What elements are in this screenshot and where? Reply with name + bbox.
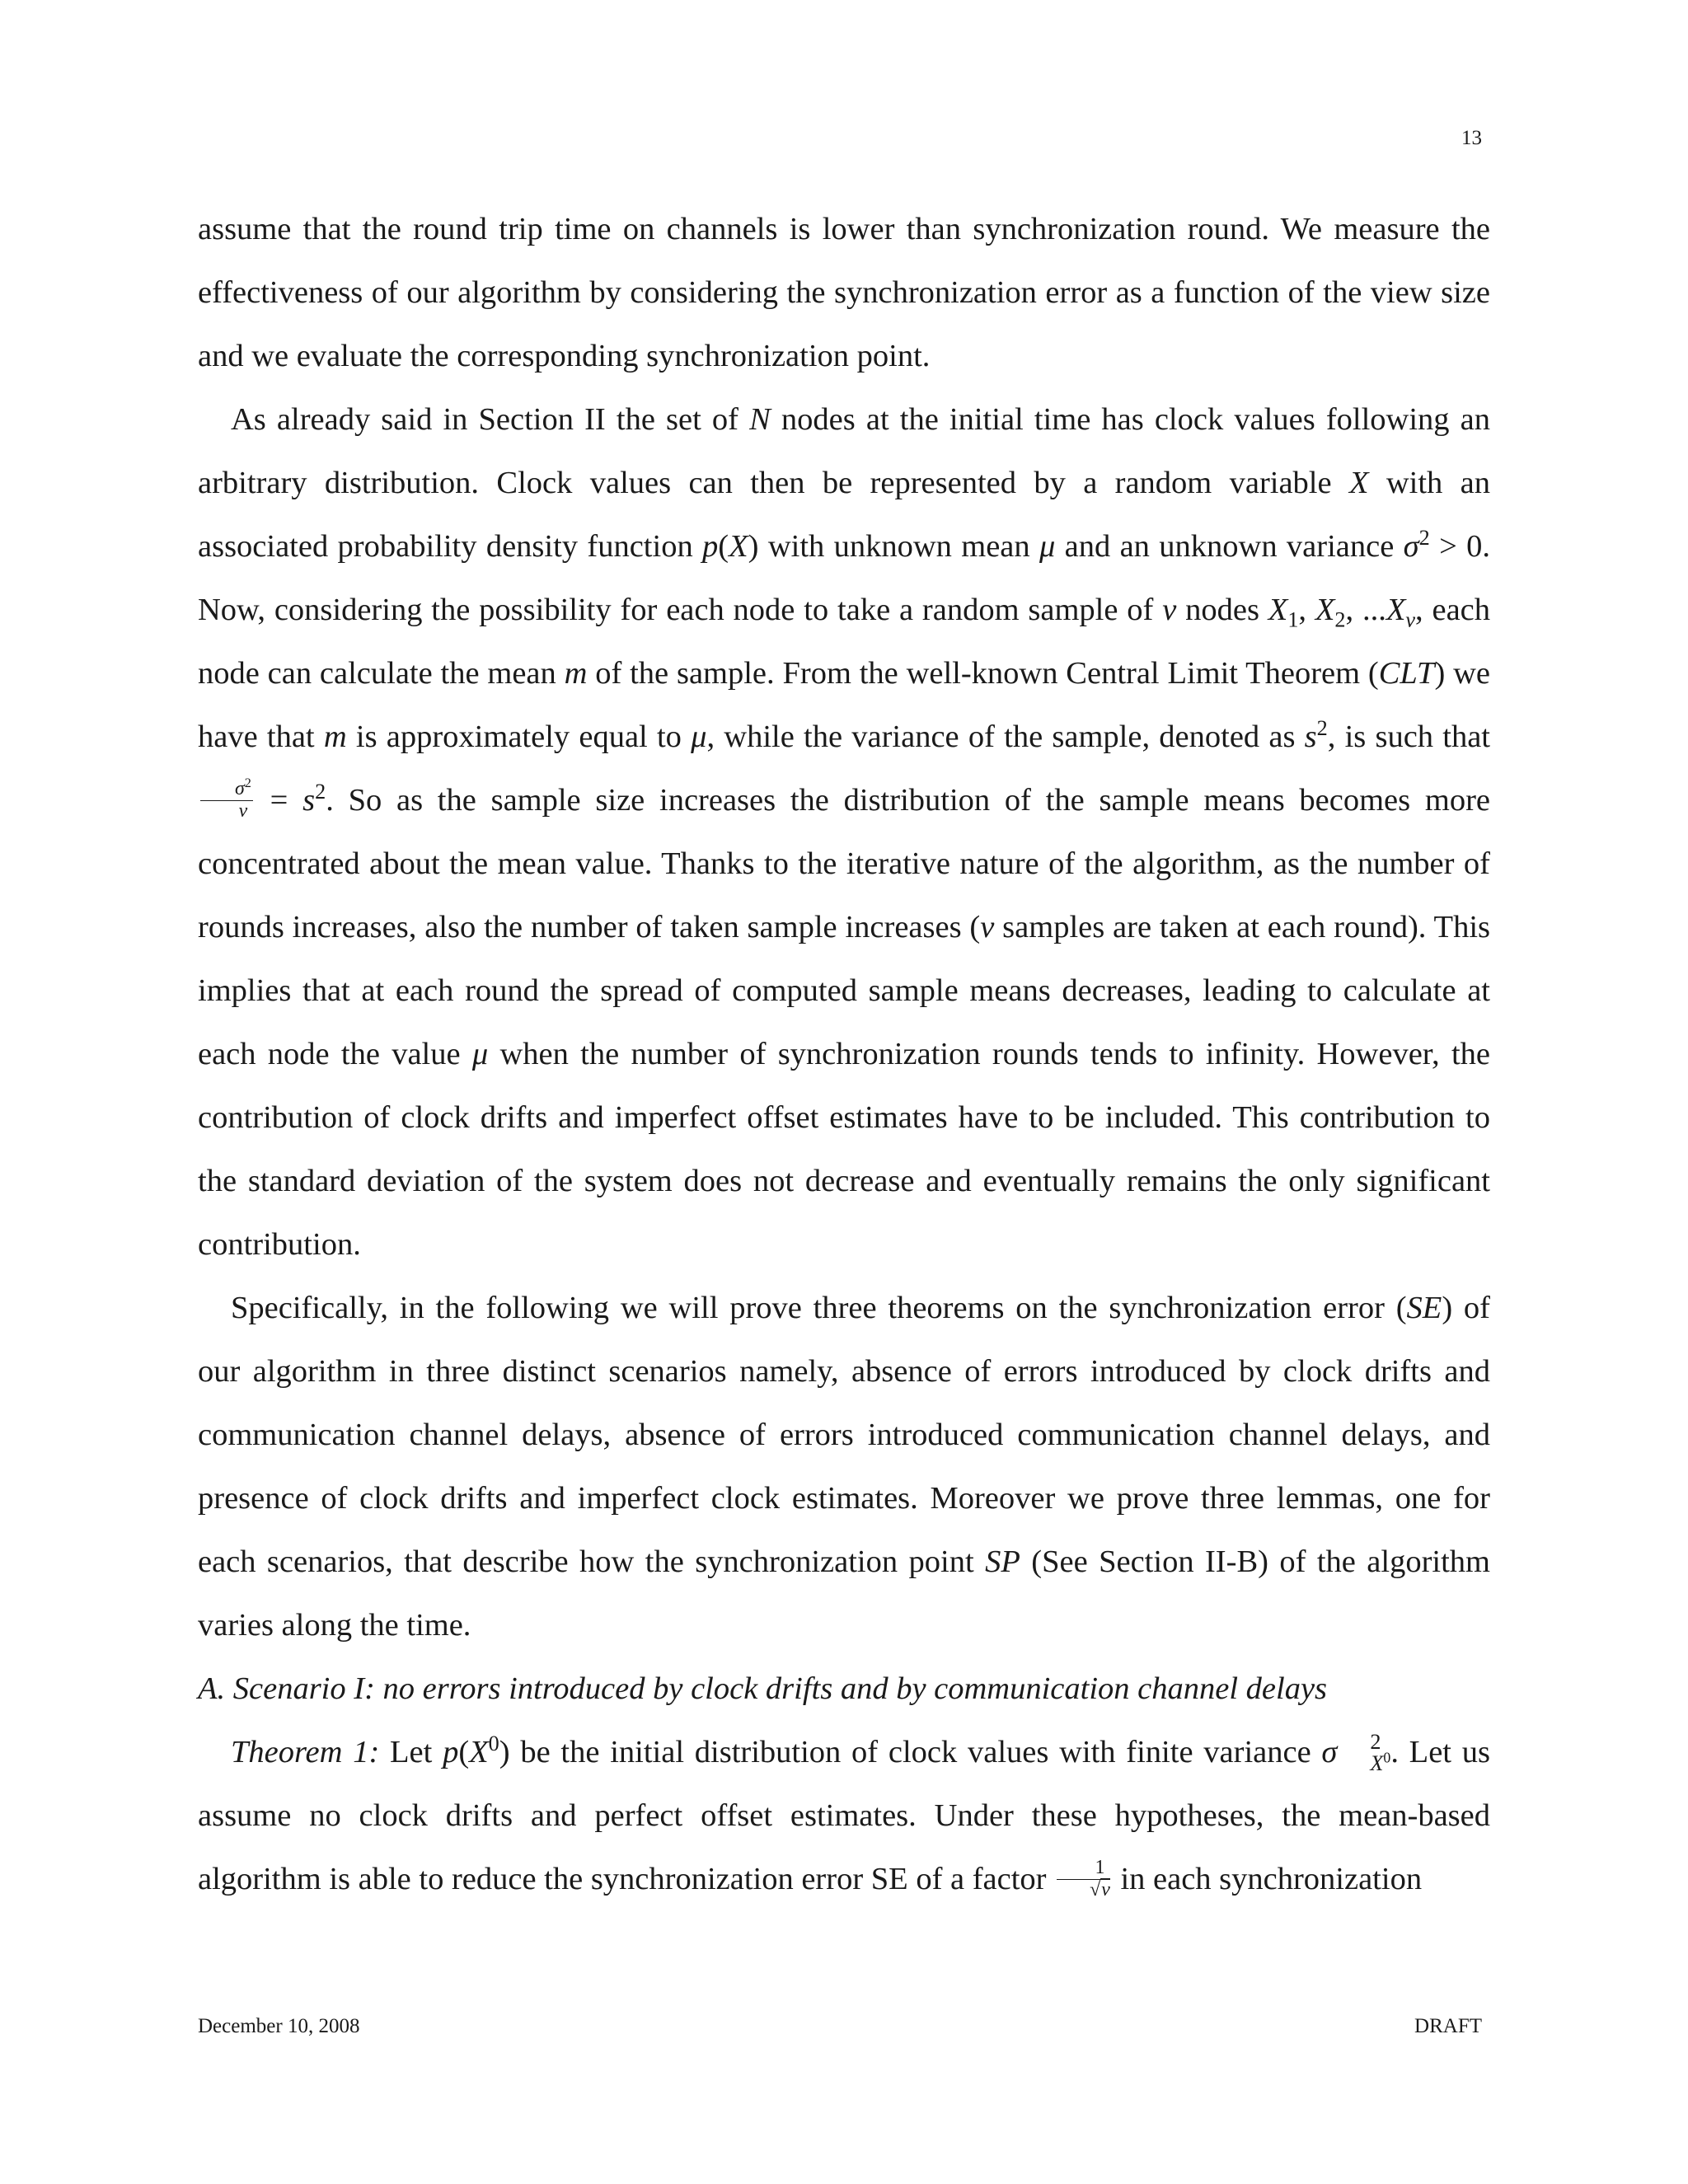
math-sup: 2: [315, 780, 326, 804]
text-run: with unknown mean: [758, 529, 1039, 564]
math-sigma: σ: [1403, 529, 1419, 564]
text-run: is approximately equal to: [346, 719, 692, 754]
text-run: Specifically, in the following we will prove three theorems on the synchronization error (: [231, 1291, 1407, 1325]
math-sigma: σ: [1321, 1735, 1338, 1769]
text-run: with an associated probability density function: [198, 466, 1490, 564]
text-run: Let: [379, 1735, 443, 1769]
math-paren: ): [748, 529, 759, 564]
sqrt-radicand: v: [1101, 1879, 1110, 1901]
math-sub: [1337, 1749, 1391, 1776]
paragraph-clt: [198, 388, 1490, 1277]
math-sup: 2: [1316, 716, 1328, 741]
math-m: m: [323, 719, 347, 754]
text-run: nodes at the initial time has clock values following an arbitrary distribution. Clock values can then be represented by a random variable: [198, 402, 1490, 500]
math-sup: 2: [1370, 1729, 1381, 1754]
section-heading: A. Scenario I: no errors introduced by clock drifts and by communication channel delays: [198, 1671, 1328, 1706]
text-run: . So as the sample size increases the distribution of the sample means becomes more concentrated about the mean value. Thanks to the iterative nature of the algorithm, as the number of rounds increases, also the number of taken sample increases (: [198, 783, 1490, 944]
text-run: . Now, considering the possibility for each node to take a random sample of: [198, 529, 1491, 627]
math-sigma: σ: [235, 778, 245, 800]
text-run: ) we have that: [198, 656, 1491, 754]
math-sub: 1: [1287, 607, 1299, 632]
math-fraction-1-over-sqrt-v: [1057, 1858, 1110, 1900]
math-s: s: [1304, 719, 1317, 754]
math-sup: 2: [244, 776, 251, 791]
math-sup: 0: [1383, 1749, 1391, 1766]
math-X: X: [1348, 466, 1369, 500]
text-run: (See Section II-B) of the algorithm varies along the time.: [198, 1544, 1490, 1643]
math-pX0: [443, 1732, 510, 1769]
math-paren: (: [458, 1735, 470, 1769]
math-X: X: [729, 529, 748, 564]
math-m: m: [564, 656, 588, 691]
math-paren: ): [499, 1735, 510, 1769]
math-s: s: [302, 783, 316, 818]
math-mu: μ: [691, 719, 707, 754]
math-sigma-squared: [1403, 526, 1430, 564]
text-run: , each node can calculate the mean: [198, 593, 1490, 691]
text-run: nodes: [1176, 593, 1268, 627]
fraction-numerator: 1: [1057, 1858, 1110, 1880]
paragraph-scenarios: [198, 1277, 1490, 1657]
text-run: As already said in Section II the set of: [231, 402, 750, 437]
fraction-denominator: [1057, 1880, 1110, 1900]
text-run: be the initial distribution of clock values with finite variance: [509, 1735, 1322, 1769]
theorem-label: Theorem 1:: [231, 1735, 380, 1769]
math-supsub: [1337, 1729, 1391, 1776]
math-N: N: [749, 402, 771, 437]
text-run: ) of our algorithm in three distinct scenarios namely, absence of errors introduced by clock drifts and communication channel delays, absence of errors introduced communication channel delays, and presence of clock drifts and imperfect clock estimates. Moreover we prove three lemmas, one for each scenarios, that describe how the synchronization point: [198, 1291, 1490, 1579]
text-run: , is such that: [1327, 719, 1491, 754]
math-SP: SP: [985, 1544, 1020, 1579]
math-comma: ,: [1298, 593, 1315, 627]
math-sigma-X0-squared: [1321, 1729, 1391, 1776]
math-p: p: [443, 1735, 459, 1769]
math-sample-list: [1268, 593, 1416, 632]
math-v: v: [980, 910, 995, 944]
body-text: [198, 198, 1490, 1911]
math-pX: [702, 529, 758, 564]
math-p: p: [702, 529, 719, 564]
math-sub: v: [1405, 607, 1416, 632]
math-s-squared: [302, 780, 326, 818]
math-mu: μ: [471, 1037, 489, 1071]
math-fraction-sigma2-over-v: [200, 776, 253, 823]
math-dots: , ...: [1345, 593, 1386, 627]
math-gt: >: [1429, 529, 1467, 564]
math-X: X: [469, 1735, 489, 1769]
math-s-squared: [1304, 716, 1328, 754]
math-equals: =: [255, 783, 303, 818]
math-X: X: [1370, 1751, 1384, 1776]
sqrt-sign: √: [1090, 1879, 1101, 1901]
paragraph-continuation: assume that the round trip time on channels is lower than synchronization round. We measure the effectiveness of our algorithm by considering the synchronization error as a function of the view size and we evaluate the corresponding synchronization point.: [198, 212, 1490, 373]
math-CLT: CLT: [1378, 656, 1435, 691]
text-run: in each synchronization: [1112, 1862, 1423, 1896]
math-X: X: [1386, 593, 1406, 627]
math-sup: 2: [1418, 526, 1430, 551]
text-run: and an unknown variance: [1055, 529, 1404, 564]
text-run: of the sample. From the well-known Central Limit Theorem (: [587, 656, 1379, 691]
page-number: 13: [1461, 127, 1482, 149]
fraction-numerator: [200, 776, 253, 801]
math-mu: μ: [1039, 529, 1056, 564]
math-v: v: [1162, 593, 1177, 627]
math-sup: 0: [488, 1732, 499, 1756]
math-paren: (: [718, 529, 729, 564]
text-run: samples are taken at each round). This implies that at each round the spread of computed sample means decreases, leading to calculate at each node the value: [198, 910, 1490, 1071]
text-run: , while the variance of the sample, denoted as: [706, 719, 1305, 754]
footer-draft-label: DRAFT: [1414, 2015, 1482, 2037]
math-zero: 0: [1466, 529, 1483, 564]
footer-date: December 10, 2008: [198, 2015, 360, 2037]
math-X: X: [1268, 593, 1288, 627]
math-SE: SE: [1406, 1291, 1442, 1325]
theorem-1: [198, 1721, 1490, 1911]
math-sub: 2: [1334, 607, 1346, 632]
text-run: . Let us assume no clock drifts and perfect offset estimates. Under these hypotheses, the mean-based algorithm is able to reduce the synchronization error SE of a factor: [198, 1735, 1490, 1896]
fraction-denominator: v: [238, 800, 248, 823]
text-run: when the number of synchronization rounds tends to infinity. However, the contribution of clock drifts and imperfect offset estimates have to be included. This contribution to the standard deviation of the system does not decrease and eventually remains the only significant contribution.: [198, 1037, 1490, 1262]
math-X: X: [1315, 593, 1335, 627]
